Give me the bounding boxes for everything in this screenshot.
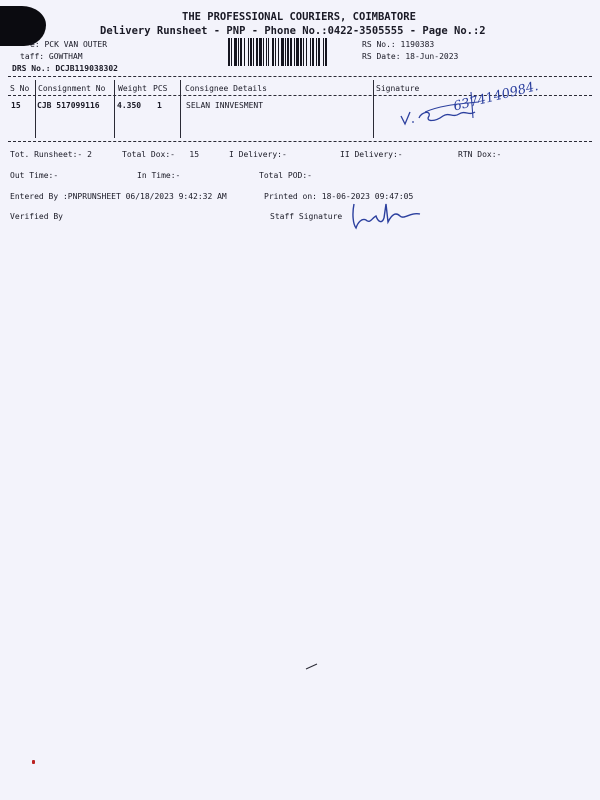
row-consignee: SELAN INNVESMENT xyxy=(186,101,264,110)
row-pcs: 1 xyxy=(157,101,162,110)
total-dox: Total Dox:- 15 xyxy=(122,150,200,159)
route-label: e: PCK VAN OUTER xyxy=(30,40,108,49)
in-time: In Time:- xyxy=(137,171,181,180)
out-time: Out Time:- xyxy=(10,171,59,180)
drs-number: DRS No.: DCJB119038302 xyxy=(12,64,118,73)
col-divider xyxy=(373,80,374,138)
row-weight: 4.350 xyxy=(117,101,142,110)
stray-mark xyxy=(305,662,319,670)
barcode xyxy=(228,38,356,66)
total-pod: Total POD:- xyxy=(259,171,312,180)
staff-signature-label: Staff Signature xyxy=(270,212,343,221)
tot-runsheet: Tot. Runsheet:- 2 xyxy=(10,150,92,159)
i-delivery: I Delivery:- xyxy=(229,150,287,159)
verified-by: Verified By xyxy=(10,212,63,221)
table-top-rule xyxy=(8,76,592,77)
col-header-sno: S No xyxy=(10,84,30,93)
rs-number: RS No.: 1190383 xyxy=(362,40,435,49)
col-divider xyxy=(35,80,36,138)
ii-delivery: II Delivery:- xyxy=(340,150,403,159)
row-consignment: CJB 517099116 xyxy=(37,101,100,110)
rs-date: RS Date: 18-Jun-2023 xyxy=(362,52,459,61)
staff-signature-scribble xyxy=(350,200,430,234)
col-header-pcs: PCS xyxy=(153,84,168,93)
col-divider xyxy=(180,80,181,138)
stray-dot xyxy=(32,760,35,764)
printed-on: Printed on: 18-06-2023 09:47:05 xyxy=(264,192,414,201)
table-bottom-rule xyxy=(8,141,592,142)
col-header-consignee: Consignee Details xyxy=(185,84,267,93)
col-header-weight: Weight xyxy=(118,84,147,93)
staff-label: taff: GOWTHAM xyxy=(20,52,83,61)
entered-by: Entered By :PNPRUNSHEET 06/18/2023 9:42:32 AM xyxy=(10,192,227,201)
col-header-signature: Signature xyxy=(376,84,420,93)
row-sno: 15 xyxy=(11,101,21,110)
col-divider xyxy=(114,80,115,138)
runsheet-subtitle: Delivery Runsheet - PNP - Phone No.:0422-3505555 - Page No.:2 xyxy=(100,25,486,37)
rtn-dox: RTN Dox:- xyxy=(458,150,502,159)
company-title: THE PROFESSIONAL COURIERS, COIMBATORE xyxy=(182,11,416,23)
col-header-consignment: Consignment No xyxy=(38,84,106,93)
receiver-phone: 6374140984. xyxy=(452,78,540,115)
